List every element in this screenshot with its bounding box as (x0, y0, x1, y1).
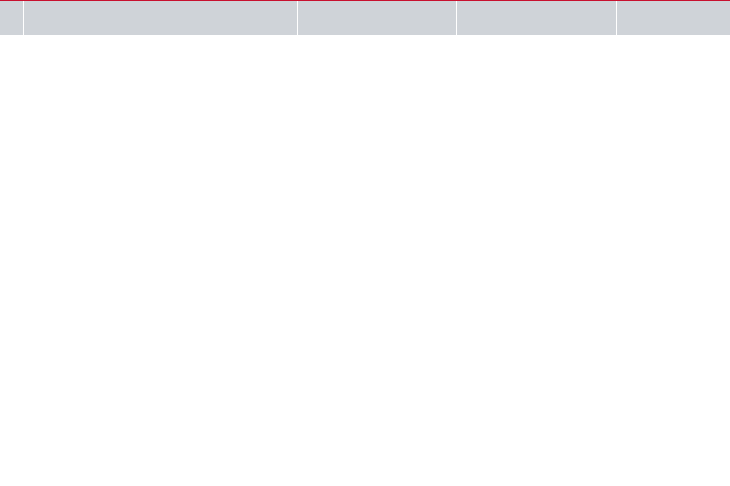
header-group-relative-youth-unemployment (23, 0, 297, 35)
header-group-unemployed-share (456, 0, 616, 35)
germany-highlight-line (0, 0, 730, 1)
data-table (0, 0, 730, 35)
header-row-groups (0, 0, 730, 35)
header-group-neet (616, 0, 730, 35)
header-land (0, 0, 23, 35)
header-group-ranking (297, 0, 457, 35)
